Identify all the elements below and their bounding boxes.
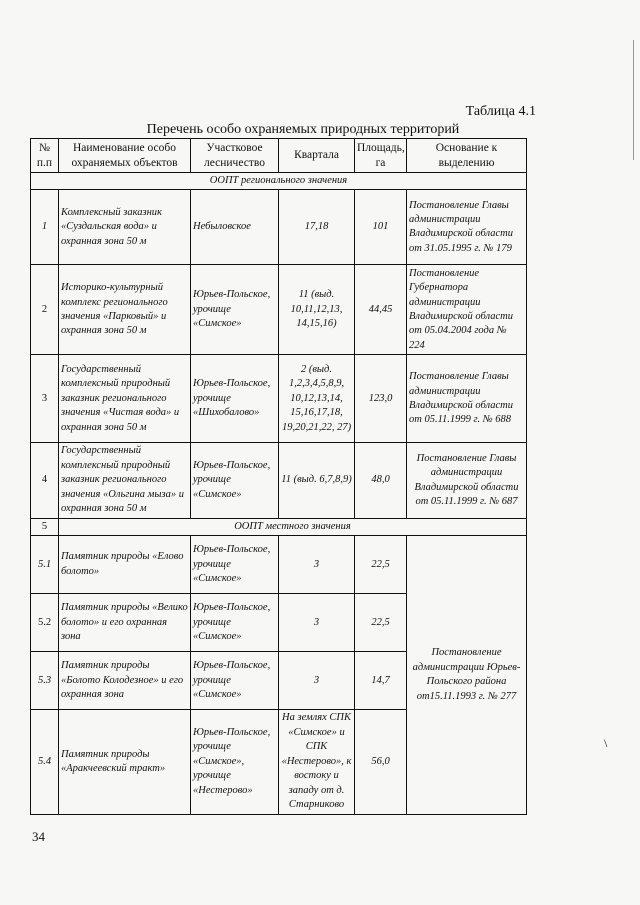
row-forestry: Юрьев-Польское, урочище «Симское», урочище «Нестерово» [191, 710, 279, 814]
row-name: Историко-культурный комплекс регионального значения «Парковый» и охранная зона 50 м [59, 265, 191, 355]
row-basis: Постановление Главы администрации Владимирской области от 05.11.1999 г. № 688 [407, 355, 527, 443]
row-basis: Постановление Главы администрации Владимирской области от 31.05.1995 г. № 179 [407, 190, 527, 265]
header-name: Наименование особо охраняемых объектов [59, 139, 191, 173]
row-quarters: 2 (выд. 1,2,3,4,5,8,9, 10,12,13,14, 15,16,17,18, 19,20,21,22, 27) [279, 355, 355, 443]
table-row [31, 443, 527, 518]
row-basis: Постановление Главы администрации Владимирской области от 05.11.1999 г. № 687 [407, 443, 527, 518]
row-name: Комплексный заказник «Суздальская вода» и охранная зона 50 м [59, 190, 191, 265]
row-quarters: 3 [279, 594, 355, 652]
row-num: 5.3 [31, 652, 59, 710]
row-num: 1 [31, 190, 59, 265]
row-area: 48,0 [355, 443, 407, 518]
row-area: 44,45 [355, 265, 407, 355]
row-basis: Постановление Губернатора администрации Владимирской области от 05.04.2004 года № 224 [407, 265, 527, 355]
row-quarters: 17,18 [279, 190, 355, 265]
table-row [31, 536, 527, 594]
row-num: 5.1 [31, 536, 59, 594]
row-num: 5.4 [31, 710, 59, 814]
row-num: 3 [31, 355, 59, 443]
row-name: Государственный комплексный природный заказник регионального значения «Чистая вода» и охранная зона 50 м [59, 355, 191, 443]
header-row [31, 139, 527, 173]
header-area: Площадь, га [355, 139, 407, 173]
section-num-local: 5 [31, 518, 59, 535]
row-basis-local: Постановление администрации Юрьев-Польского района от15.11.1993 г. № 277 [407, 536, 527, 814]
row-name: Памятник природы «Болото Колодезное» и его охранная зона [59, 652, 191, 710]
protected-areas-table [30, 138, 527, 815]
row-name: Памятник природы «Елово болото» [59, 536, 191, 594]
header-quarters: Квартала [279, 139, 355, 173]
header-basis: Основание к выделению [407, 139, 527, 173]
row-area: 22,5 [355, 536, 407, 594]
page-number: 34 [32, 829, 45, 844]
row-num: 4 [31, 443, 59, 518]
row-forestry: Юрьев-Польское, урочище «Симское» [191, 536, 279, 594]
row-name: Государственный комплексный природный заказник регионального значения «Ольгина мыза» и охранная зона 50 м [59, 443, 191, 518]
section-title-local: ООПТ местного значения [59, 518, 527, 535]
row-forestry: Юрьев-Польское, урочище «Шихобалово» [191, 355, 279, 443]
row-forestry: Юрьев-Польское, урочище «Симское» [191, 594, 279, 652]
row-quarters: 3 [279, 536, 355, 594]
row-area: 14,7 [355, 652, 407, 710]
row-forestry: Юрьев-Польское, урочище «Симское» [191, 265, 279, 355]
row-quarters: 11 (выд. 10,11,12,13, 14,15,16) [279, 265, 355, 355]
header-forestry: Участковое лесничество [191, 139, 279, 173]
row-num: 2 [31, 265, 59, 355]
section-title-regional: ООПТ регионального значения [31, 173, 527, 190]
row-area: 123,0 [355, 355, 407, 443]
row-area: 101 [355, 190, 407, 265]
table-row [31, 355, 527, 443]
header-num: № п.п [31, 139, 59, 173]
row-area: 56,0 [355, 710, 407, 814]
row-forestry: Небыловское [191, 190, 279, 265]
section-row-local [31, 518, 527, 535]
stray-mark: \ [604, 736, 608, 750]
row-num: 5.2 [31, 594, 59, 652]
row-quarters: 11 (выд. 6,7,8,9) [279, 443, 355, 518]
row-area: 22,5 [355, 594, 407, 652]
section-row-regional [31, 173, 527, 190]
row-name: Памятник природы «Аракчеевский тракт» [59, 710, 191, 814]
row-forestry: Юрьев-Польское, урочище «Симское» [191, 443, 279, 518]
scan-edge-line [633, 40, 634, 160]
row-name: Памятник природы «Велико болото» и его охранная зона [59, 594, 191, 652]
row-quarters: 3 [279, 652, 355, 710]
table-number: Таблица 4.1 [465, 104, 536, 119]
row-quarters: На землях СПК «Симское» и СПК «Нестерово», к востоку и западу от д. Старниково [279, 710, 355, 814]
row-forestry: Юрьев-Польское, урочище «Симское» [191, 652, 279, 710]
table-row [31, 190, 527, 265]
table-row [31, 265, 527, 355]
table-title: Перечень особо охраняемых природных территорий [146, 122, 460, 137]
